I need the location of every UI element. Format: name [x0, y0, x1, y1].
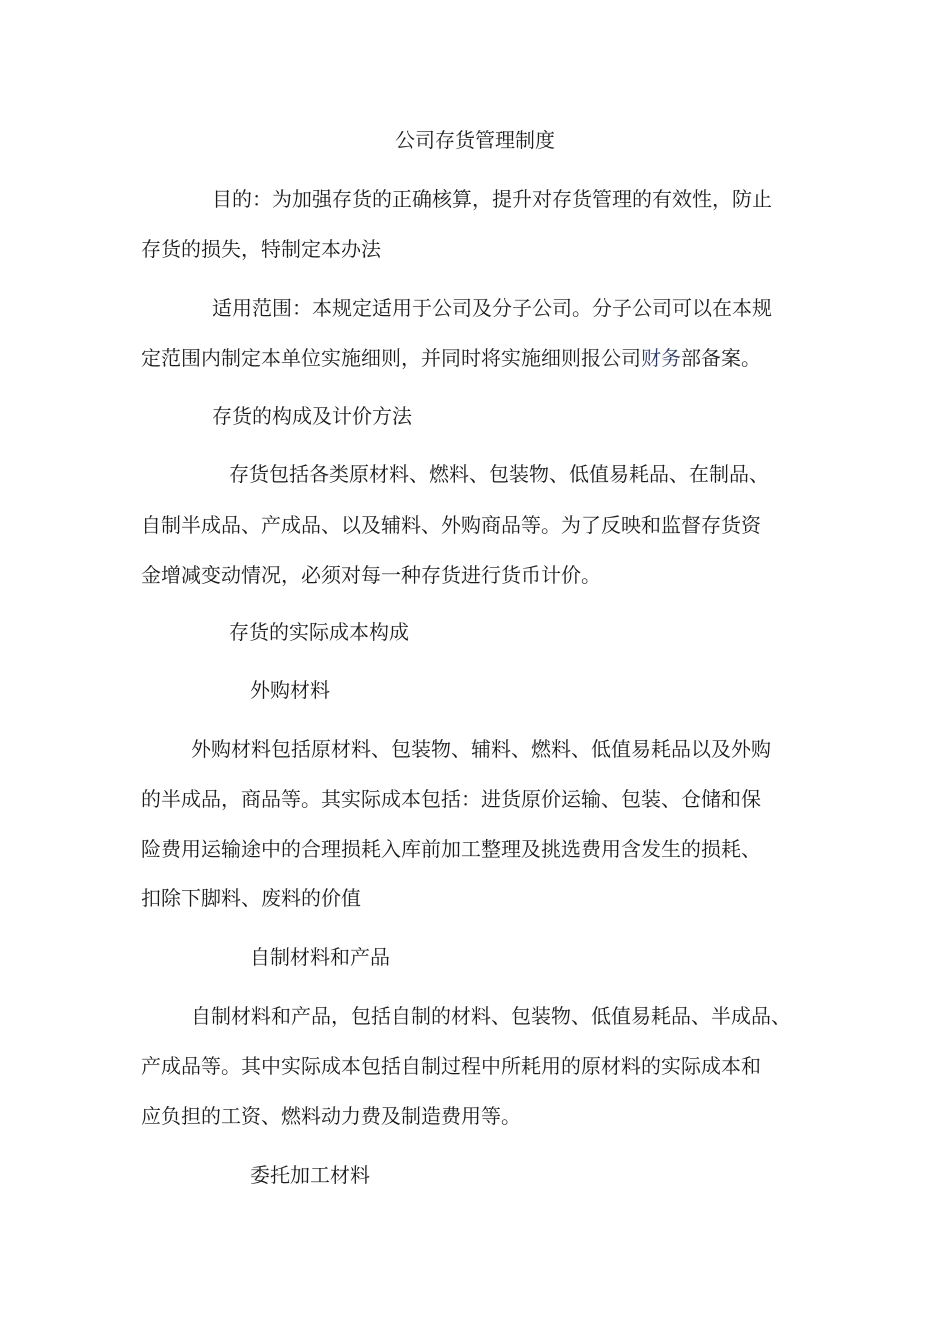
composition-line-1: 存货包括各类原材料、燃料、包装物、低值易耗品、在制品、 — [229, 462, 769, 486]
scope-line-2-text-a: 定范围内制定本单位实施细则，并同时将实施细则报公司 — [141, 346, 641, 370]
scope-line-2-text-c: 部备案。 — [681, 346, 761, 370]
composition-heading: 存货的构成及计价方法 — [212, 404, 412, 428]
self-made-line-3: 应负担的工资、燃料动力费及制造费用等。 — [141, 1104, 521, 1128]
scope-line-2 — [141, 346, 761, 370]
finance-keyword: 财务 — [641, 346, 681, 370]
actual-cost-heading: 存货的实际成本构成 — [229, 620, 409, 644]
purchased-line-1: 外购材料包括原材料、包装物、辅料、燃料、低值易耗品以及外购 — [191, 737, 771, 761]
purchased-line-2: 的半成品，商品等。其实际成本包括：进货原价运输、包装、仓储和保 — [141, 787, 761, 811]
purchased-line-4: 扣除下脚料、废料的价值 — [141, 886, 361, 910]
composition-line-2: 自制半成品、产成品、以及辅料、外购商品等。为了反映和监督存货资 — [141, 513, 761, 537]
document-title: 公司存货管理制度 — [395, 128, 555, 152]
composition-line-3: 金增减变动情况，必须对每一种存货进行货币计价。 — [141, 563, 601, 587]
scope-line-1: 适用范围：本规定适用于公司及分子公司。分子公司可以在本规 — [212, 296, 772, 320]
self-made-line-2: 产成品等。其中实际成本包括自制过程中所耗用的原材料的实际成本和 — [141, 1054, 761, 1078]
purchased-heading: 外购材料 — [250, 678, 330, 702]
purchased-line-3: 险费用运输途中的合理损耗入库前加工整理及挑选费用含发生的损耗、 — [141, 837, 761, 861]
purpose-line-1: 目的：为加强存货的正确核算，提升对存货管理的有效性，防止 — [212, 187, 772, 211]
self-made-line-1: 自制材料和产品，包括自制的材料、包装物、低值易耗品、半成品、 — [191, 1004, 791, 1028]
self-made-heading: 自制材料和产品 — [250, 945, 390, 969]
consigned-heading: 委托加工材料 — [250, 1163, 370, 1187]
purpose-line-2: 存货的损失，特制定本办法 — [141, 237, 381, 261]
